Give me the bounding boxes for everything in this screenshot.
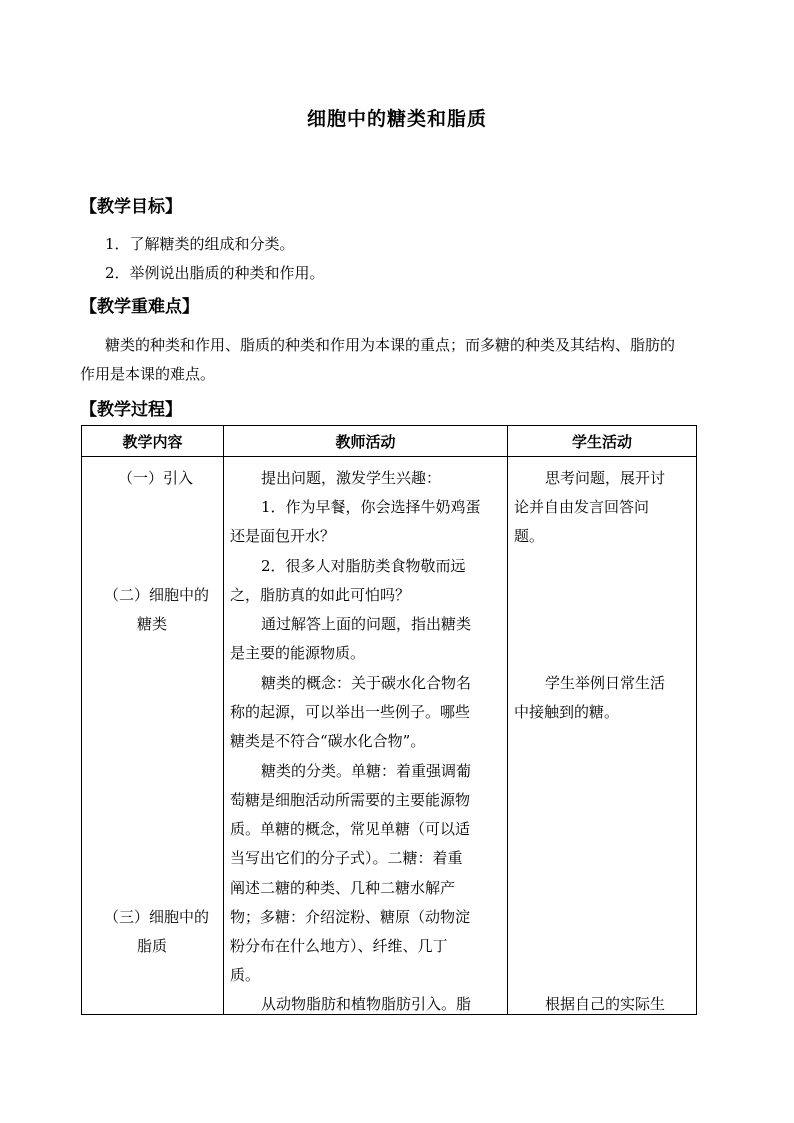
- student-line: 学生举例日常生活: [545, 674, 666, 692]
- content-line: （三）细胞中的: [104, 908, 210, 926]
- teacher-line: 质。: [230, 966, 261, 984]
- teacher-line: 提出问题，激发学生兴趣：: [261, 469, 442, 487]
- objective-item-1: 1．了解糖类的组成和分类。: [105, 235, 295, 253]
- content-cell: [82, 457, 224, 1015]
- table-header-row: [82, 426, 697, 457]
- teacher-line: 质。单糖的概念，常见单糖（可以适: [230, 820, 471, 838]
- teacher-line: 物；多糖：介绍淀粉、糖原（动物淀: [230, 908, 471, 926]
- student-line: 题。: [514, 527, 545, 545]
- process-heading: 【教学过程】: [80, 400, 182, 420]
- objective-item-2: 2．举例说出脂质的种类和作用。: [105, 264, 325, 282]
- teacher-line: 称的起源，可以举出一些例子。哪些: [230, 703, 471, 721]
- teacher-line: 还是面包开水？: [230, 527, 336, 545]
- objectives-heading: 【教学目标】: [80, 197, 182, 217]
- teacher-line: 糖类的概念：关于碳水化合物名: [261, 674, 472, 692]
- student-line: 中接触到的糖。: [514, 703, 620, 721]
- page-title: 细胞中的糖类和脂质: [306, 108, 487, 130]
- content-line: （一）引入: [118, 469, 194, 487]
- key-points-heading: 【教学重难点】: [80, 297, 199, 317]
- content-line: 糖类: [137, 615, 168, 633]
- process-table: [81, 425, 697, 1015]
- header-content: 教学内容: [82, 426, 224, 457]
- teacher-line: 从动物脂肪和植物脂肪引入。脂: [261, 995, 472, 1013]
- teacher-line: 粉分布在什么地方）、纤维、几丁: [230, 937, 448, 955]
- teacher-line: 萄糖是细胞活动所需要的主要能源物: [230, 791, 471, 809]
- content-line: 脂质: [137, 937, 168, 955]
- teacher-line: 糖类是不符合“碳水化合物”。: [230, 732, 426, 750]
- student-cell: [508, 457, 697, 1015]
- teacher-cell: [224, 457, 508, 1015]
- teacher-line: 之，脂肪真的如此可怕吗？: [230, 586, 411, 604]
- key-points-line-1: 糖类的种类和作用、脂质的种类和作用为本课的重点；而多糖的种类及其结构、脂肪的: [105, 336, 676, 354]
- header-teacher: 教师活动: [224, 426, 508, 457]
- teacher-line: 1．作为早餐，你会选择牛奶鸡蛋: [261, 498, 481, 516]
- student-line: 思考问题，展开讨: [545, 469, 666, 487]
- student-line: 根据自己的实际生: [545, 995, 666, 1013]
- teacher-line: 通过解答上面的问题，指出糖类: [261, 615, 472, 633]
- content-line: （二）细胞中的: [104, 586, 210, 604]
- teacher-line: 阐述二糖的种类、几种二糖水解产: [230, 879, 456, 897]
- header-student: 学生活动: [508, 426, 697, 457]
- table-row: [82, 457, 697, 1015]
- teacher-line: 是主要的能源物质。: [230, 644, 366, 662]
- teacher-line: 糖类的分类。单糖：着重强调葡: [261, 762, 472, 780]
- key-points-line-2: 作用是本课的难点。: [80, 365, 216, 383]
- teacher-line: 当写出它们的分子式）。二糖：着重: [230, 849, 463, 867]
- student-line: 论并自由发言回答问: [514, 498, 650, 516]
- teacher-line: 2．很多人对脂肪类食物敬而远: [261, 557, 466, 575]
